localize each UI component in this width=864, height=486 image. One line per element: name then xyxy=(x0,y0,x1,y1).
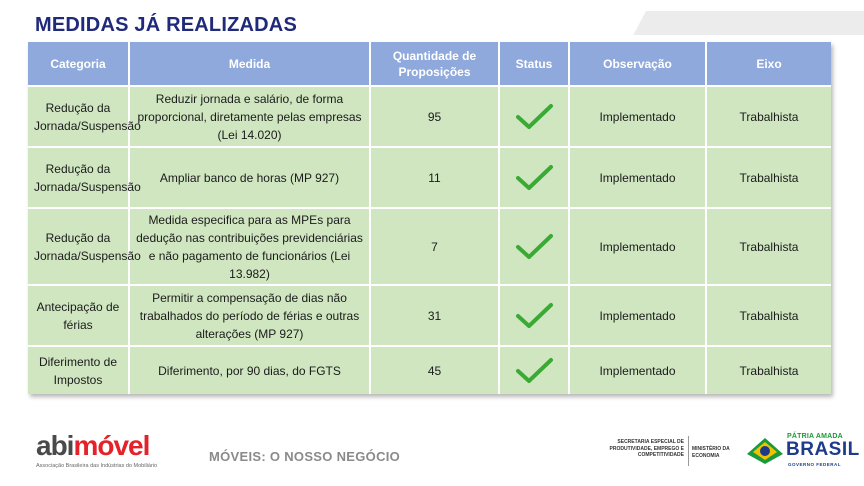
check-icon xyxy=(514,102,554,132)
measures-table xyxy=(28,42,831,394)
table-row xyxy=(28,286,831,347)
page-title: MEDIDAS JÁ REALIZADAS xyxy=(35,14,297,36)
cell-quantidade: 11 xyxy=(371,148,500,209)
cell-status xyxy=(500,87,570,148)
table-header-row xyxy=(28,42,831,87)
header-observacao: Observação xyxy=(570,42,707,87)
governo-federal-text: GOVERNO FEDERAL xyxy=(788,462,842,467)
measures-table-container xyxy=(28,42,831,394)
abimovel-logo xyxy=(36,430,176,472)
header-eixo: Eixo xyxy=(707,42,831,87)
footer-tagline: MÓVEIS: O NOSSO NEGÓCIO xyxy=(209,449,401,464)
cell-observacao: Implementado xyxy=(570,209,707,286)
cell-quantidade: 45 xyxy=(371,347,500,394)
cell-observacao: Implementado xyxy=(570,87,707,148)
header-status: Status xyxy=(500,42,570,87)
cell-medida: Medida especifica para as MPEs para dedução nas contribuições previdenciárias e não pagamento de funcionários (Lei 13.982) xyxy=(130,209,371,286)
cell-observacao: Implementado xyxy=(570,148,707,209)
cell-status xyxy=(500,148,570,209)
cell-medida: Reduzir jornada e salário, de forma proporcional, diretamente pelas empresas (Lei 14.020) xyxy=(130,87,371,148)
brazil-flag-icon xyxy=(745,432,785,466)
cell-categoria: Redução da Jornada/Suspensão xyxy=(28,148,130,209)
footer-divider xyxy=(688,436,689,466)
logo-subtitle: Associação Brasileira das Indústrias do Mobiliário xyxy=(36,463,158,469)
header-categoria: Categoria xyxy=(28,42,130,87)
cell-categoria: Redução da Jornada/Suspensão xyxy=(28,87,130,148)
cell-categoria: Diferimento de Impostos xyxy=(28,347,130,394)
cell-medida: Permitir a compensação de dias não trabalhados do período de férias e outras alterações (MP 927) xyxy=(130,286,371,347)
cell-eixo: Trabalhista xyxy=(707,87,831,148)
cell-medida: Diferimento, por 90 dias, do FGTS xyxy=(130,347,371,394)
cell-observacao: Implementado xyxy=(570,347,707,394)
title-decoration-bar xyxy=(633,11,864,35)
cell-eixo: Trabalhista xyxy=(707,347,831,394)
header-quantidade: Quantidade de Proposições xyxy=(371,42,500,87)
cell-categoria: Redução da Jornada/Suspensão xyxy=(28,209,130,286)
cell-status xyxy=(500,347,570,394)
check-icon xyxy=(514,232,554,262)
cell-eixo: Trabalhista xyxy=(707,209,831,286)
table-row xyxy=(28,148,831,209)
cell-eixo: Trabalhista xyxy=(707,148,831,209)
cell-status xyxy=(500,286,570,347)
secretaria-label: SECRETARIA ESPECIAL DE PRODUTIVIDADE, EMPREGO E COMPETITIVIDADE xyxy=(609,439,684,458)
check-icon xyxy=(514,356,554,386)
cell-status xyxy=(500,209,570,286)
check-icon xyxy=(514,301,554,331)
ministerio-label: MINISTÉRIO DA ECONOMIA xyxy=(692,446,730,459)
table-row xyxy=(28,209,831,286)
header-medida: Medida xyxy=(130,42,371,87)
cell-quantidade: 31 xyxy=(371,286,500,347)
table-row xyxy=(28,347,831,394)
check-icon xyxy=(514,163,554,193)
brasil-text: BRASIL xyxy=(786,439,860,460)
logo-abi-text: abi xyxy=(36,430,74,461)
logo-movel-text: móvel xyxy=(73,430,150,461)
cell-medida: Ampliar banco de horas (MP 927) xyxy=(130,148,371,209)
cell-eixo: Trabalhista xyxy=(707,286,831,347)
cell-quantidade: 95 xyxy=(371,87,500,148)
cell-quantidade: 7 xyxy=(371,209,500,286)
table-row xyxy=(28,87,831,148)
patria-amada-text: PÁTRIA AMADA xyxy=(787,433,843,440)
cell-observacao: Implementado xyxy=(570,286,707,347)
cell-categoria: Antecipação de férias xyxy=(28,286,130,347)
